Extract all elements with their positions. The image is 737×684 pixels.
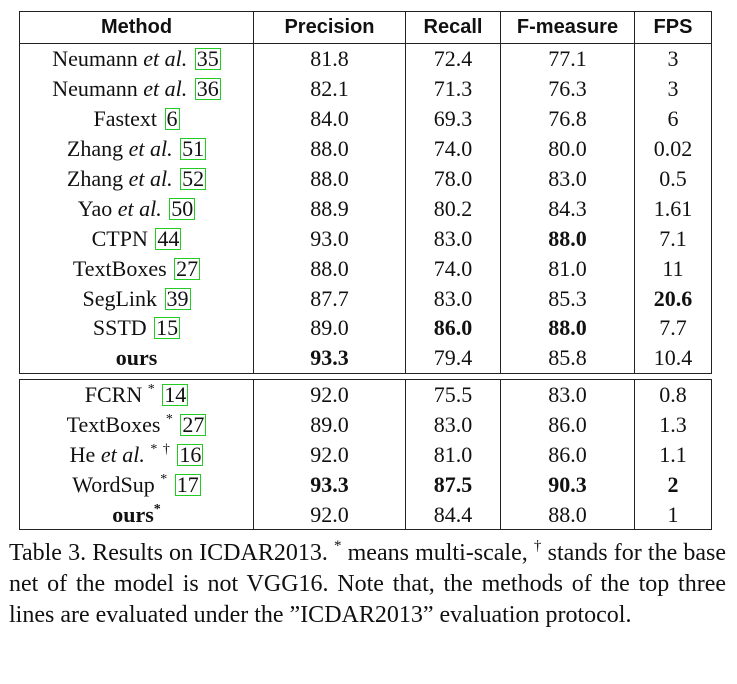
fmeasure-cell: 76.3 — [501, 74, 635, 104]
citation-link[interactable]: 27 — [176, 255, 199, 281]
precision-cell: 89.0 — [254, 410, 406, 440]
method-cell — [20, 164, 254, 194]
recall-cell: 72.4 — [406, 44, 501, 74]
citation-link[interactable]: 27 — [182, 412, 205, 438]
header-fps: FPS — [635, 12, 712, 44]
fps-cell: 6 — [635, 104, 712, 134]
multi-scale-mark: * — [160, 471, 168, 487]
method-name: Yao — [77, 195, 113, 221]
precision-cell: 81.8 — [254, 44, 406, 74]
fps-cell: 11 — [635, 253, 712, 283]
et-al: et al. — [143, 76, 188, 102]
multi-scale-group — [20, 379, 712, 529]
precision-cell: 93.3 — [254, 469, 406, 499]
header-row — [20, 12, 712, 44]
method-name: SegLink — [82, 285, 158, 311]
table-row — [20, 104, 712, 134]
citation-link[interactable]: 14 — [164, 382, 187, 408]
method-cell — [20, 193, 254, 223]
method-name: Neumann — [52, 46, 138, 72]
precision-cell: 92.0 — [254, 440, 406, 470]
method-cell — [20, 44, 254, 74]
recall-cell: 86.0 — [406, 313, 501, 343]
table-row — [20, 343, 712, 373]
caption-part-1: Table 3. Results on ICDAR2013. — [9, 540, 334, 566]
caption-part-3: stands for the base net of the model is not VGG16. Note that, the methods of the top three lines are evaluated under the ”ICDAR2013” evaluation protocol. — [9, 540, 726, 628]
method-cell — [20, 74, 254, 104]
recall-cell: 83.0 — [406, 410, 501, 440]
table-row — [20, 379, 712, 409]
et-al: et al. — [128, 136, 173, 162]
table-caption — [9, 538, 726, 631]
method-cell — [20, 223, 254, 253]
citation-link[interactable]: 50 — [171, 195, 194, 221]
precision-cell: 92.0 — [254, 379, 406, 409]
citation-link[interactable]: 39 — [166, 285, 189, 311]
table-row — [20, 440, 712, 470]
fps-cell: 1.3 — [635, 410, 712, 440]
table-row — [20, 223, 712, 253]
multi-scale-mark: * — [150, 442, 158, 458]
citation-link[interactable]: 16 — [179, 442, 202, 468]
fmeasure-cell: 90.3 — [501, 469, 635, 499]
precision-cell: 93.0 — [254, 223, 406, 253]
method-name: TextBoxes — [66, 412, 161, 438]
method-name: WordSup — [72, 471, 155, 497]
table-row — [20, 469, 712, 499]
method-cell — [20, 313, 254, 343]
method-name: ours — [112, 501, 154, 527]
recall-cell: 80.2 — [406, 193, 501, 223]
table-row — [20, 193, 712, 223]
table-row — [20, 499, 712, 529]
recall-cell: 69.3 — [406, 104, 501, 134]
precision-cell: 88.0 — [254, 253, 406, 283]
method-cell — [20, 440, 254, 470]
method-cell — [20, 410, 254, 440]
method-cell — [20, 283, 254, 313]
table-row — [20, 134, 712, 164]
header-precision: Precision — [254, 12, 406, 44]
method-name: FCRN — [84, 382, 143, 408]
results-table — [19, 11, 712, 530]
method-cell — [20, 134, 254, 164]
non-vgg-mark: † — [162, 442, 170, 458]
citation-link[interactable]: 17 — [176, 471, 199, 497]
method-name: Zhang — [66, 136, 124, 162]
fps-cell: 3 — [635, 44, 712, 74]
et-al: et al. — [117, 195, 162, 221]
recall-cell: 87.5 — [406, 469, 501, 499]
method-name: SSTD — [92, 315, 147, 341]
fps-cell: 1.1 — [635, 440, 712, 470]
recall-cell: 74.0 — [406, 253, 501, 283]
precision-cell: 88.9 — [254, 193, 406, 223]
fps-cell: 2 — [635, 469, 712, 499]
table-row — [20, 164, 712, 194]
citation-link[interactable]: 35 — [196, 46, 219, 72]
citation-link[interactable]: 15 — [156, 315, 179, 341]
method-name: ours — [115, 345, 158, 371]
precision-cell: 92.0 — [254, 499, 406, 529]
recall-cell: 81.0 — [406, 440, 501, 470]
results-table-container — [19, 11, 711, 530]
recall-cell: 78.0 — [406, 164, 501, 194]
method-name: TextBoxes — [72, 255, 167, 281]
caption-part-2: means multi-scale, — [341, 540, 534, 566]
fmeasure-cell: 85.3 — [501, 283, 635, 313]
fmeasure-cell: 88.0 — [501, 499, 635, 529]
fmeasure-cell: 85.8 — [501, 343, 635, 373]
method-name: Fastext — [93, 106, 158, 132]
table-row — [20, 313, 712, 343]
fmeasure-cell: 88.0 — [501, 313, 635, 343]
precision-cell: 88.0 — [254, 164, 406, 194]
recall-cell: 83.0 — [406, 223, 501, 253]
table-row — [20, 410, 712, 440]
fps-cell: 10.4 — [635, 343, 712, 373]
method-cell — [20, 379, 254, 409]
fmeasure-cell: 86.0 — [501, 440, 635, 470]
fmeasure-cell: 83.0 — [501, 379, 635, 409]
recall-cell: 71.3 — [406, 74, 501, 104]
fps-cell: 20.6 — [635, 283, 712, 313]
method-cell — [20, 469, 254, 499]
citation-link[interactable]: 44 — [157, 225, 180, 251]
citation-link[interactable]: 51 — [182, 136, 205, 162]
et-al: et al. — [128, 166, 173, 191]
citation-link[interactable]: 52 — [182, 166, 205, 191]
multi-scale-mark: * — [147, 382, 155, 398]
method-cell — [20, 253, 254, 283]
method-name: Zhang — [66, 166, 124, 191]
fmeasure-cell: 80.0 — [501, 134, 635, 164]
fps-cell: 0.8 — [635, 379, 712, 409]
precision-cell: 88.0 — [254, 134, 406, 164]
recall-cell: 84.4 — [406, 499, 501, 529]
fps-cell: 0.02 — [635, 134, 712, 164]
method-cell — [20, 104, 254, 134]
recall-cell: 75.5 — [406, 379, 501, 409]
et-al: et al. — [143, 46, 188, 72]
fps-cell: 0.5 — [635, 164, 712, 194]
precision-cell: 82.1 — [254, 74, 406, 104]
fps-cell: 1 — [635, 499, 712, 529]
fps-cell: 3 — [635, 74, 712, 104]
caption-star: * — [334, 538, 342, 554]
citation-link[interactable]: 36 — [196, 76, 219, 102]
fmeasure-cell: 77.1 — [501, 44, 635, 74]
fps-cell: 1.61 — [635, 193, 712, 223]
single-scale-group — [20, 44, 712, 374]
fmeasure-cell: 84.3 — [501, 193, 635, 223]
precision-cell: 93.3 — [254, 343, 406, 373]
fmeasure-cell: 86.0 — [501, 410, 635, 440]
table-row — [20, 74, 712, 104]
method-name: Neumann — [52, 76, 138, 102]
header-method: Method — [20, 12, 254, 44]
header-fmeasure: F-measure — [501, 12, 635, 44]
method-cell — [20, 343, 254, 373]
recall-cell: 83.0 — [406, 283, 501, 313]
table-row — [20, 253, 712, 283]
fmeasure-cell: 83.0 — [501, 164, 635, 194]
fmeasure-cell: 81.0 — [501, 253, 635, 283]
recall-cell: 74.0 — [406, 134, 501, 164]
precision-cell: 84.0 — [254, 104, 406, 134]
method-name: He — [69, 442, 96, 468]
citation-link[interactable]: 6 — [166, 106, 178, 132]
fps-cell: 7.7 — [635, 313, 712, 343]
recall-cell: 79.4 — [406, 343, 501, 373]
fmeasure-cell: 76.8 — [501, 104, 635, 134]
multi-scale-mark: * — [153, 501, 161, 517]
table-row — [20, 283, 712, 313]
fps-cell: 7.1 — [635, 223, 712, 253]
fmeasure-cell: 88.0 — [501, 223, 635, 253]
header-recall: Recall — [406, 12, 501, 44]
et-al: et al. — [100, 442, 145, 468]
precision-cell: 87.7 — [254, 283, 406, 313]
table-row — [20, 44, 712, 74]
caption-dagger: † — [533, 538, 542, 554]
method-name: CTPN — [91, 225, 148, 251]
multi-scale-mark: * — [165, 412, 173, 428]
method-cell — [20, 499, 254, 529]
precision-cell: 89.0 — [254, 313, 406, 343]
